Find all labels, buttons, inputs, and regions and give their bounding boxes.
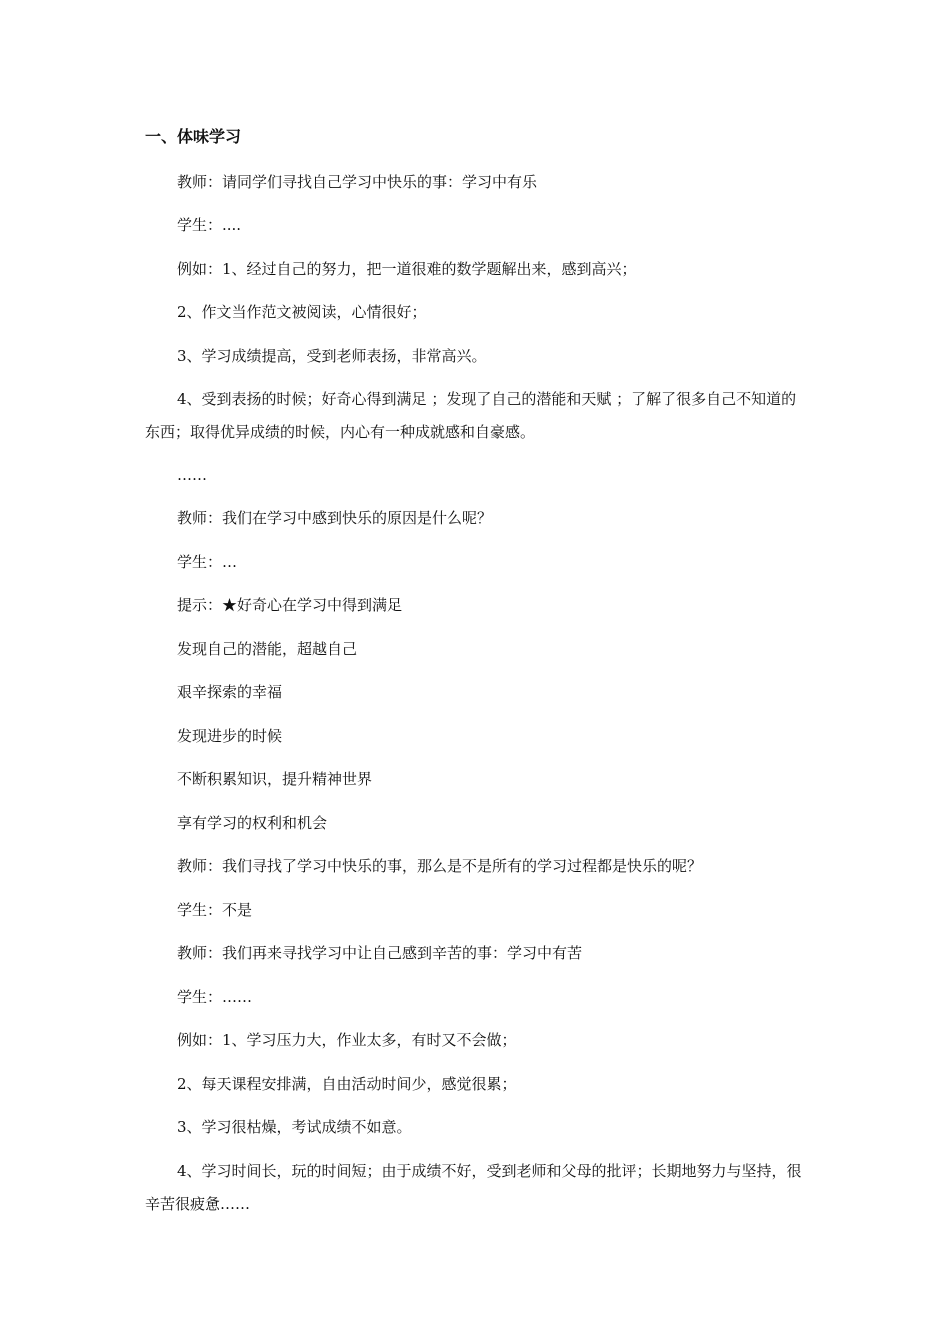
paragraph-hint-curiosity: 提示：★好奇心在学习中得到满足 bbox=[177, 596, 403, 614]
paragraph-student-reply-3: 学生：不是 bbox=[177, 901, 253, 919]
paragraph-hint-progress: 发现进步的时候 bbox=[177, 727, 283, 745]
paragraph-student-reply-4: 学生：…… bbox=[177, 988, 253, 1006]
paragraph-ellipsis: …… bbox=[177, 466, 207, 484]
paragraph-teacher-prompt-joy: 教师：请同学们寻找自己学习中快乐的事：学习中有乐 bbox=[177, 173, 538, 191]
paragraph-example-hardship-4: 4、学习时间长，玩的时间短；由于成绩不好，受到老师和父母的批评；长期地努力与坚持，很辛苦很疲惫…… bbox=[145, 1162, 802, 1213]
paragraph-student-reply-1: 学生：.... bbox=[177, 216, 242, 234]
paragraph-hint-rights: 享有学习的权利和机会 bbox=[177, 814, 328, 832]
paragraph-example-hardship-2: 2、每天课程安排满，自由活动时间少，感觉很累； bbox=[177, 1075, 517, 1093]
paragraph-hint-exploration: 艰辛探索的幸福 bbox=[177, 683, 283, 701]
paragraph-example-joy-2: 2、作文当作范文被阅读，心情很好； bbox=[177, 303, 427, 321]
paragraph-teacher-prompt-hardship: 教师：我们再来寻找学习中让自己感到辛苦的事：学习中有苦 bbox=[177, 944, 583, 962]
paragraph-teacher-question-all-joy: 教师：我们寻找了学习中快乐的事，那么是不是所有的学习过程都是快乐的呢？ bbox=[177, 857, 703, 875]
paragraph-teacher-question-reason: 教师：我们在学习中感到快乐的原因是什么呢？ bbox=[177, 509, 493, 527]
paragraph-hint-knowledge: 不断积累知识，提升精神世界 bbox=[177, 770, 373, 788]
paragraph-example-joy-3: 3、学习成绩提高，受到老师表扬，非常高兴。 bbox=[177, 347, 487, 365]
paragraph-student-reply-2: 学生：… bbox=[177, 553, 238, 571]
paragraph-example-hardship-1: 例如：1、学习压力大，作业太多，有时又不会做； bbox=[177, 1031, 517, 1049]
paragraph-example-hardship-3: 3、学习很枯燥，考试成绩不如意。 bbox=[177, 1118, 412, 1136]
paragraph-example-joy-4: 4、受到表扬的时候；好奇心得到满足 ；发现了自己的潜能和天赋 ；了解了很多自己不知道的东西；取得优异成绩的时候，内心有一种成就感和自豪感。 bbox=[145, 390, 797, 441]
paragraph-example-joy-1: 例如：1、经过自己的努力，把一道很难的数学题解出来，感到高兴； bbox=[177, 260, 637, 278]
paragraph-hint-potential: 发现自己的潜能，超越自己 bbox=[177, 640, 358, 658]
section-heading: 一、体味学习 bbox=[145, 127, 242, 146]
